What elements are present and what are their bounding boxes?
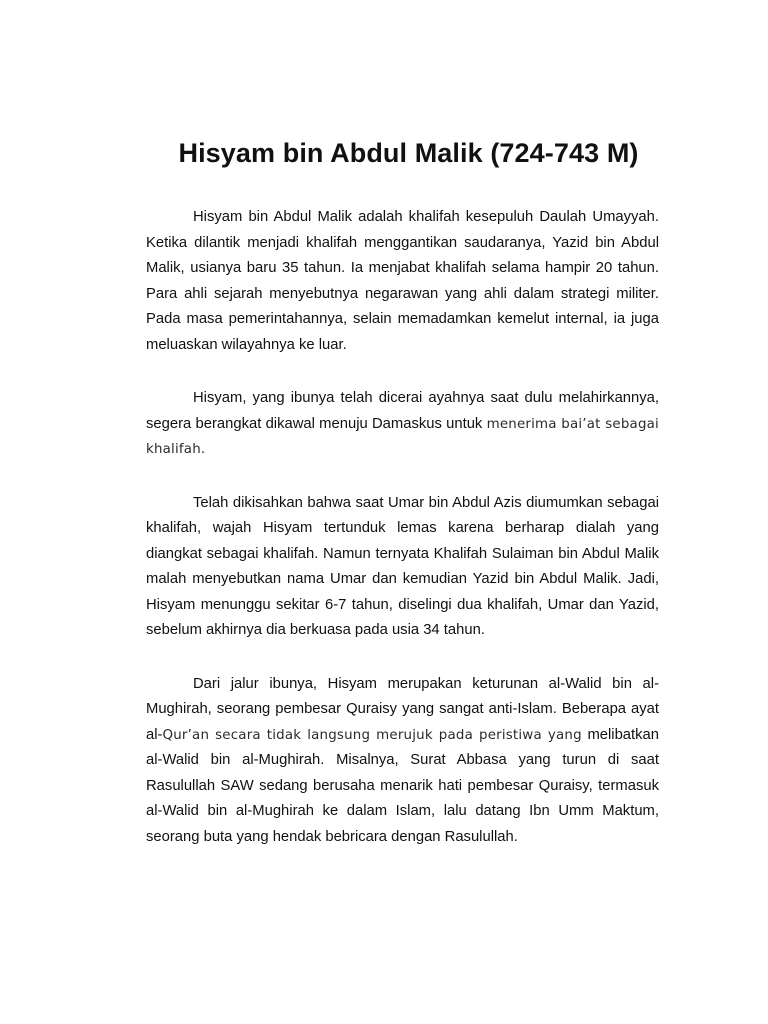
paragraph-4-text-before: Dari jalur ibunya, Hisyam merupakan keturunan al-Walid bin al-Mughirah, seorang pembesar Quraisy yang sangat anti-Islam. Beberapa ayat al- [146, 675, 659, 743]
paragraph-3-text: Telah dikisahkan bahwa saat Umar bin Abdul Azis diumumkan sebagai khalifah, wajah Hisyam tertunduk lemas karena berharap dialah yang diangkat sebagai khalifah. Namun ternyata Khalifah Sulaiman bin Abdul Malik malah menyebutkan nama Umar dan kemudian Yazid bin Abdul Malik. Jadi, Hisyam menunggu sekitar 6-7 tahun, diselingi dua khalifah, Umar dan Yazid, sebelum akhirnya dia berkuasa pada usia 34 tahun. [146, 494, 659, 638]
paragraph-2 [146, 386, 659, 463]
paragraph-1 [146, 205, 659, 358]
paragraph-4-text-after: melibatkan al-Walid bin al-Mughirah. Misalnya, Surat Abbasa yang turun di saat Rasulullah SAW sedang berusaha menarik hati pembesar Quraisy, termasuk al-Walid bin al-Mughirah ke dalam Islam, lalu datang Ibn Umm Maktum, seorang buta yang hendak bebricara dengan Rasulullah. [146, 726, 659, 845]
paragraph-4 [146, 672, 659, 851]
paragraph-2-text: Hisyam, yang ibunya telah dicerai ayahnya saat dulu melahirkannya, segera berangkat dikawal menuju Damaskus untuk [146, 390, 659, 432]
paragraph-1-text: Hisyam bin Abdul Malik adalah khalifah kesepuluh Daulah Umayyah. Ketika dilantik menjadi khalifah menggantikan saudaranya, Yazid bin Abdul Malik, usianya baru 35 tahun. Ia menjabat khalifah selama hampir 20 tahun. Para ahli sejarah menyebutnya negarawan yang ahli dalam strategi militer. Pada masa pemerintahannya, selain memadamkan kemelut internal, ia juga meluaskan wilayahnya ke luar. [146, 209, 659, 353]
paragraph-3 [146, 491, 659, 644]
paragraph-4-alt-text: Qur’an secara tidak langsung merujuk pada peristiwa yang [162, 727, 582, 743]
paragraph-2-alt-text: menerima bai’at sebagai khalifah. [146, 416, 659, 457]
page-title: Hisyam bin Abdul Malik (724-743 M) [178, 138, 639, 168]
